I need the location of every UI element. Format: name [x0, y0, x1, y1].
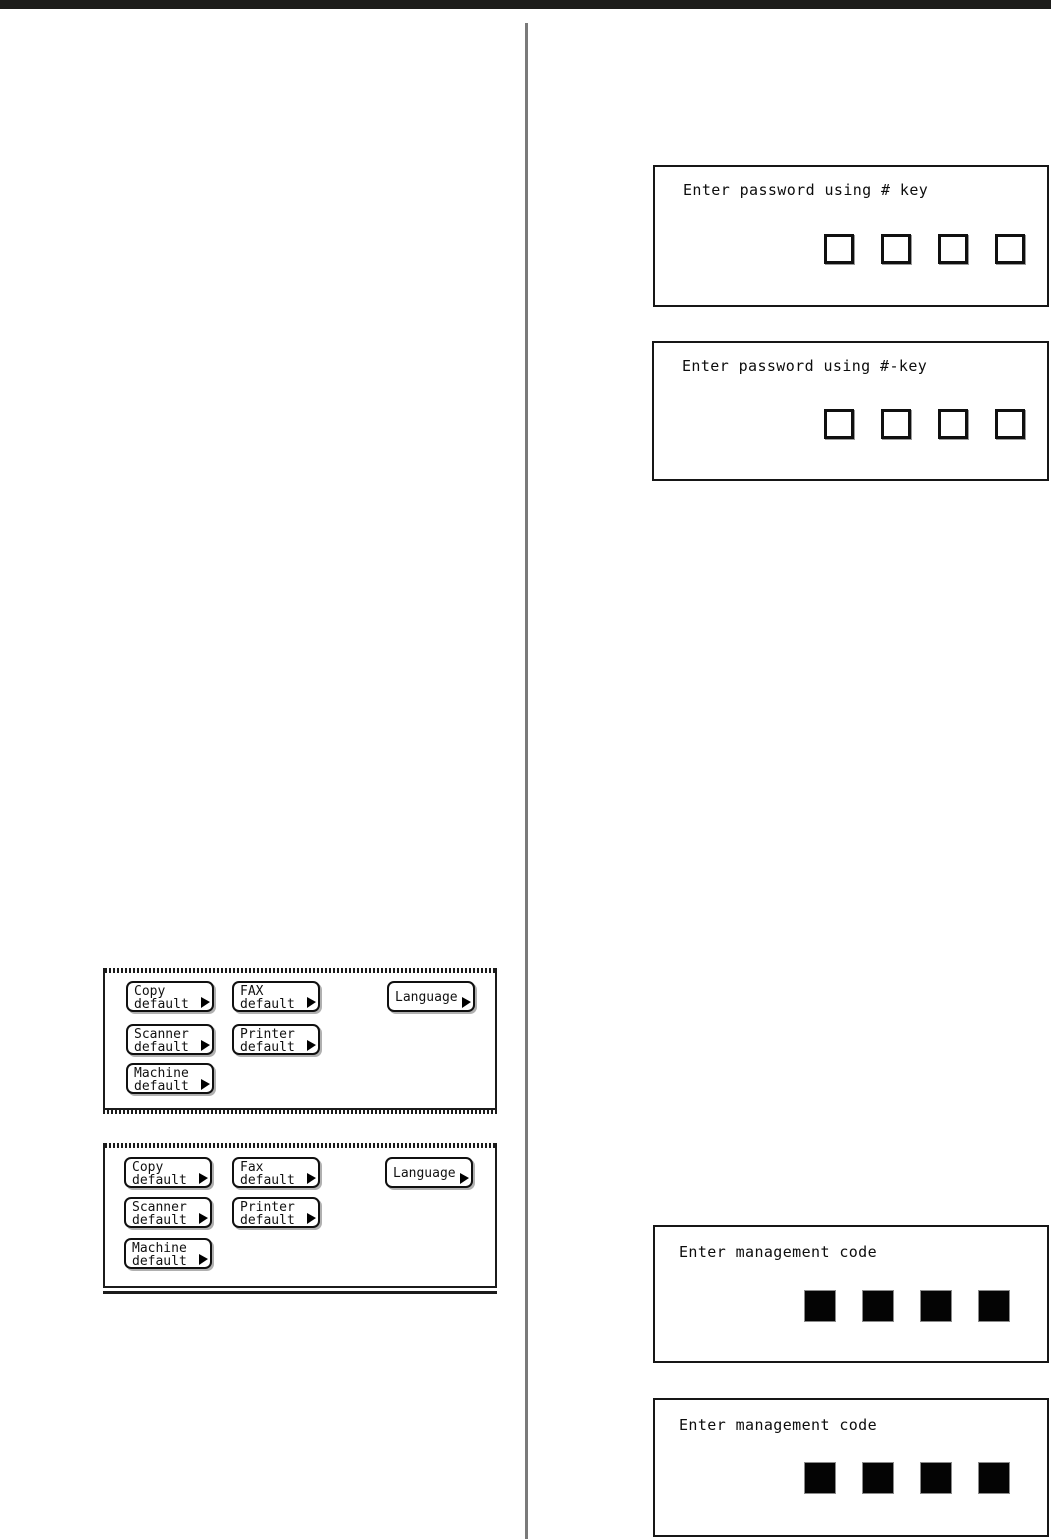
arrow-right-icon [307, 1213, 316, 1224]
code-digit-box [920, 1462, 952, 1494]
code-digit-box [978, 1290, 1010, 1322]
button-label: default [240, 1040, 295, 1055]
button-label: default [132, 1213, 187, 1228]
code-digit-box [978, 1462, 1010, 1494]
button-label: default [134, 1079, 189, 1094]
screen-bezel-hatch [105, 968, 495, 973]
machine-default-button[interactable] [124, 1238, 212, 1269]
button-label: default [134, 1040, 189, 1055]
button-label: default [240, 1213, 295, 1228]
button-label: default [134, 997, 189, 1012]
screen-management-code-b [653, 1398, 1049, 1537]
password-digit-box [995, 409, 1025, 439]
column-divider-line [525, 23, 528, 1539]
password-digit-box [938, 409, 968, 439]
button-label: Language [395, 990, 458, 1005]
language-button[interactable] [387, 981, 475, 1012]
management-code-message: Enter management code [679, 1416, 878, 1434]
password-digit-box [824, 234, 854, 264]
screen-password-hash-key [653, 165, 1049, 307]
screen-management-code-a [653, 1225, 1049, 1363]
code-digit-boxes [804, 1290, 1010, 1322]
button-label: Copy [132, 1160, 164, 1175]
code-digit-box [862, 1462, 894, 1494]
arrow-right-icon [199, 1173, 208, 1184]
password-digit-box [824, 409, 854, 439]
button-label: default [240, 997, 295, 1012]
arrow-right-icon [201, 1079, 210, 1090]
button-label: Printer [240, 1027, 295, 1042]
code-digit-box [804, 1462, 836, 1494]
button-label: Copy [134, 984, 166, 999]
page-header-bar [0, 0, 1051, 9]
copy-default-button[interactable] [126, 981, 214, 1012]
button-label: Machine [134, 1066, 189, 1081]
arrow-right-icon [201, 1040, 210, 1051]
code-digit-box [804, 1290, 836, 1322]
screen-defaults-a [103, 968, 497, 1110]
button-label: default [132, 1173, 187, 1188]
fax-default-button[interactable] [232, 1157, 320, 1188]
button-label: Scanner [134, 1027, 189, 1042]
password-digit-boxes [824, 409, 1025, 439]
code-digit-box [862, 1290, 894, 1322]
printer-default-button[interactable] [232, 1197, 320, 1228]
arrow-right-icon [307, 1173, 316, 1184]
arrow-right-icon [307, 1040, 316, 1051]
button-label: Printer [240, 1200, 295, 1215]
arrow-right-icon [462, 997, 471, 1008]
password-digit-boxes [824, 234, 1025, 264]
screen-password-hash-dash-key [652, 341, 1049, 481]
code-digit-boxes [804, 1462, 1010, 1494]
arrow-right-icon [199, 1254, 208, 1265]
scanner-default-button[interactable] [126, 1024, 214, 1055]
arrow-right-icon [199, 1213, 208, 1224]
screen-bezel-hatch [105, 1143, 495, 1148]
screen-defaults-b [103, 1143, 497, 1288]
button-label: Scanner [132, 1200, 187, 1215]
arrow-right-icon [460, 1173, 469, 1184]
button-label: FAX [240, 984, 264, 999]
password-digit-box [938, 234, 968, 264]
code-digit-box [920, 1290, 952, 1322]
password-digit-box [881, 409, 911, 439]
copy-default-button[interactable] [124, 1157, 212, 1188]
button-label: default [240, 1173, 295, 1188]
button-label: Fax [240, 1160, 264, 1175]
button-label: default [132, 1254, 187, 1269]
fax-default-button[interactable] [232, 981, 320, 1012]
password-message: Enter password using # key [683, 181, 929, 199]
password-digit-box [995, 234, 1025, 264]
machine-default-button[interactable] [126, 1063, 214, 1094]
button-label: Language [393, 1166, 456, 1181]
scanner-default-button[interactable] [124, 1197, 212, 1228]
printer-default-button[interactable] [232, 1024, 320, 1055]
screen-bezel-line [103, 1291, 497, 1294]
password-message: Enter password using #-key [682, 357, 928, 375]
language-button[interactable] [385, 1157, 473, 1188]
button-label: Machine [132, 1241, 187, 1256]
screen-bezel-hatch [103, 1110, 497, 1114]
arrow-right-icon [307, 997, 316, 1008]
password-digit-box [881, 234, 911, 264]
arrow-right-icon [201, 997, 210, 1008]
management-code-message: Enter management code [679, 1243, 878, 1261]
